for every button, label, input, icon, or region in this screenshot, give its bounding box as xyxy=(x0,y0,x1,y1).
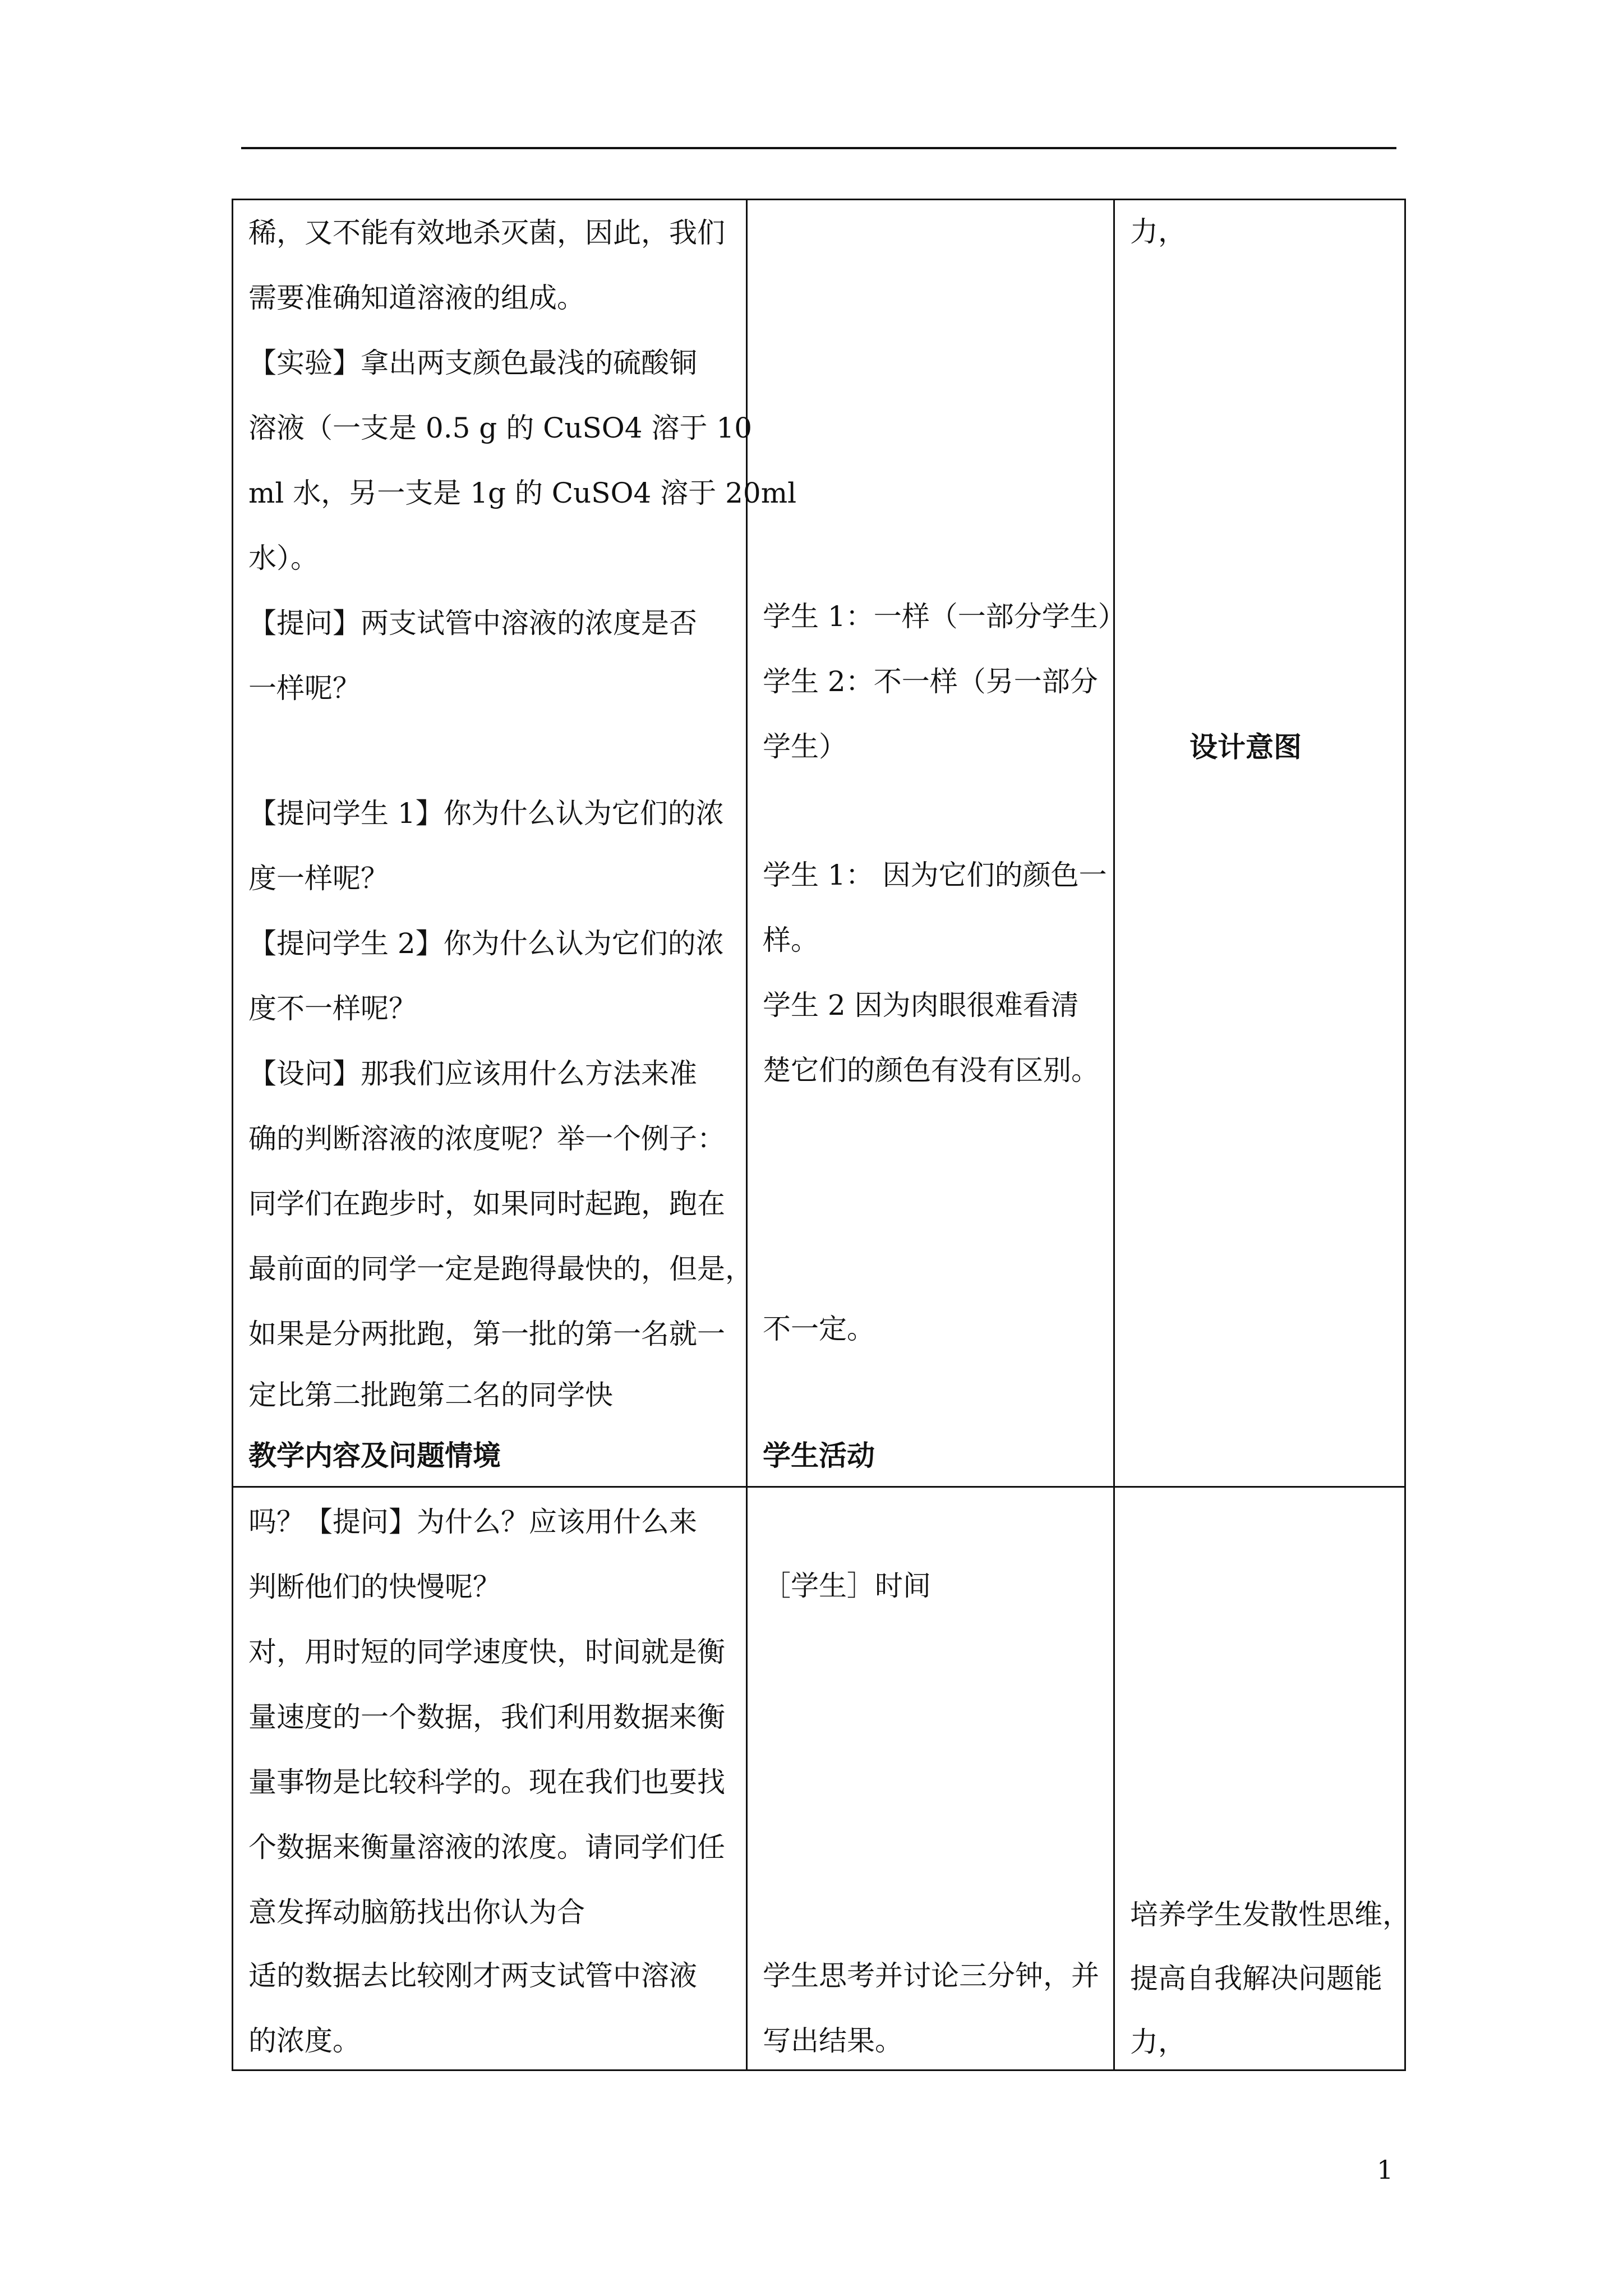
teaching-content-line: 度一样呢？ xyxy=(248,862,389,895)
column-header-student-activity: 学生活动 xyxy=(763,1439,875,1472)
teaching-content-line: 【提问】两支试管中溶液的浓度是否 xyxy=(248,607,697,639)
teaching-content-line: 吗？【提问】为什么？应该用什么来 xyxy=(248,1506,697,1538)
lesson-table-1 xyxy=(232,199,1406,1488)
teaching-content-line: 同学们在跑步时，如果同时起跑，跑在 xyxy=(248,1188,725,1220)
teaching-content-line: ml 水，另一支是 1g 的 CuSO4 溶于 20ml xyxy=(248,477,797,509)
teaching-content-line: 如果是分两批跑，第一批的第一名就一 xyxy=(248,1318,725,1350)
teaching-content-line: 一样呢？ xyxy=(248,672,361,705)
student-activity-line: 不一定。 xyxy=(763,1313,875,1345)
column-divider-1 xyxy=(746,199,748,1488)
teaching-content-line: 需要准确知道溶液的组成。 xyxy=(248,282,585,314)
teaching-content-line: 适的数据去比较刚才两支试管中溶液 xyxy=(248,1959,697,1992)
student-activity-line: 楚它们的颜色有没有区别。 xyxy=(763,1054,1099,1087)
teaching-content-line: 定比第二批跑第二名的同学快 xyxy=(248,1379,613,1411)
design-intent-line: 培养学生发散性思维， xyxy=(1130,1898,1410,1931)
student-activity-line: 学生思考并讨论三分钟，并 xyxy=(763,1959,1099,1992)
table-border-right xyxy=(1404,1488,1406,2071)
teaching-content-line: 对，用时短的同学速度快，时间就是衡 xyxy=(248,1636,725,1668)
student-activity-line: 学生） xyxy=(763,730,847,763)
student-activity-line: 样。 xyxy=(763,924,819,956)
teaching-content-line: 量速度的一个数据，我们利用数据来衡 xyxy=(248,1701,725,1733)
table-border-bottom xyxy=(232,2069,1406,2071)
page-number: 1 xyxy=(1377,2155,1394,2185)
teaching-content-line: 的浓度。 xyxy=(248,2024,361,2057)
teaching-content-line: 溶液（一支是 0.5 g 的 CuSO4 溶于 10 xyxy=(248,412,753,444)
design-intent-line: 提高自我解决问题能 xyxy=(1130,1962,1382,1995)
table-border-left xyxy=(232,1488,233,2071)
teaching-content-line: 度不一样呢？ xyxy=(248,992,417,1025)
table-border-left xyxy=(232,199,233,1488)
teaching-content-line: 最前面的同学一定是跑得最快的，但是， xyxy=(248,1253,753,1285)
column-header-design-intent: 设计意图 xyxy=(1189,731,1302,763)
table-border-top xyxy=(232,199,1406,200)
column-divider-2 xyxy=(1113,1488,1115,2071)
teaching-content-line: 确的判断溶液的浓度呢？举一个例子： xyxy=(248,1122,725,1155)
student-activity-line: 学生 2 因为肉眼很难看清 xyxy=(763,989,1079,1022)
column-divider-2 xyxy=(1113,199,1115,1488)
table-border-right xyxy=(1404,199,1406,1488)
teaching-content-line: 个数据来衡量溶液的浓度。请同学们任 xyxy=(248,1831,725,1864)
student-activity-line: 学生 2：不一样（另一部分 xyxy=(763,665,1098,698)
column-header-teaching-content: 教学内容及问题情境 xyxy=(248,1439,501,1472)
teaching-content-line: 判断他们的快慢呢？ xyxy=(248,1571,501,1603)
column-divider-1 xyxy=(746,1488,748,2071)
teaching-content-line: 水）。 xyxy=(248,542,319,574)
teaching-content-line: 【实验】拿出两支颜色最浅的硫酸铜 xyxy=(248,347,697,379)
teaching-content-line: 稀，又不能有效地杀灭菌，因此，我们 xyxy=(248,217,725,249)
teaching-content-line: 【提问学生 2】你为什么认为它们的浓 xyxy=(248,927,724,960)
teaching-content-line: 意发挥动脑筋找出你认为合 xyxy=(248,1896,585,1929)
student-activity-line: 学生 1： 因为它们的颜色一 xyxy=(763,859,1107,891)
student-activity-line: 学生 1：一样（一部分学生） xyxy=(763,600,1126,633)
student-activity-line: ［学生］时间 xyxy=(763,1570,931,1602)
design-intent-line: 力， xyxy=(1130,2026,1186,2058)
header-rule xyxy=(241,147,1396,149)
design-intent-line: 力， xyxy=(1130,215,1186,248)
teaching-content-line: 【设问】那我们应该用什么方法来准 xyxy=(248,1057,697,1090)
teaching-content-line: 【提问学生 1】你为什么认为它们的浓 xyxy=(248,797,724,830)
teaching-content-line: 量事物是比较科学的。现在我们也要找 xyxy=(248,1766,725,1798)
student-activity-line: 写出结果。 xyxy=(763,2024,903,2057)
